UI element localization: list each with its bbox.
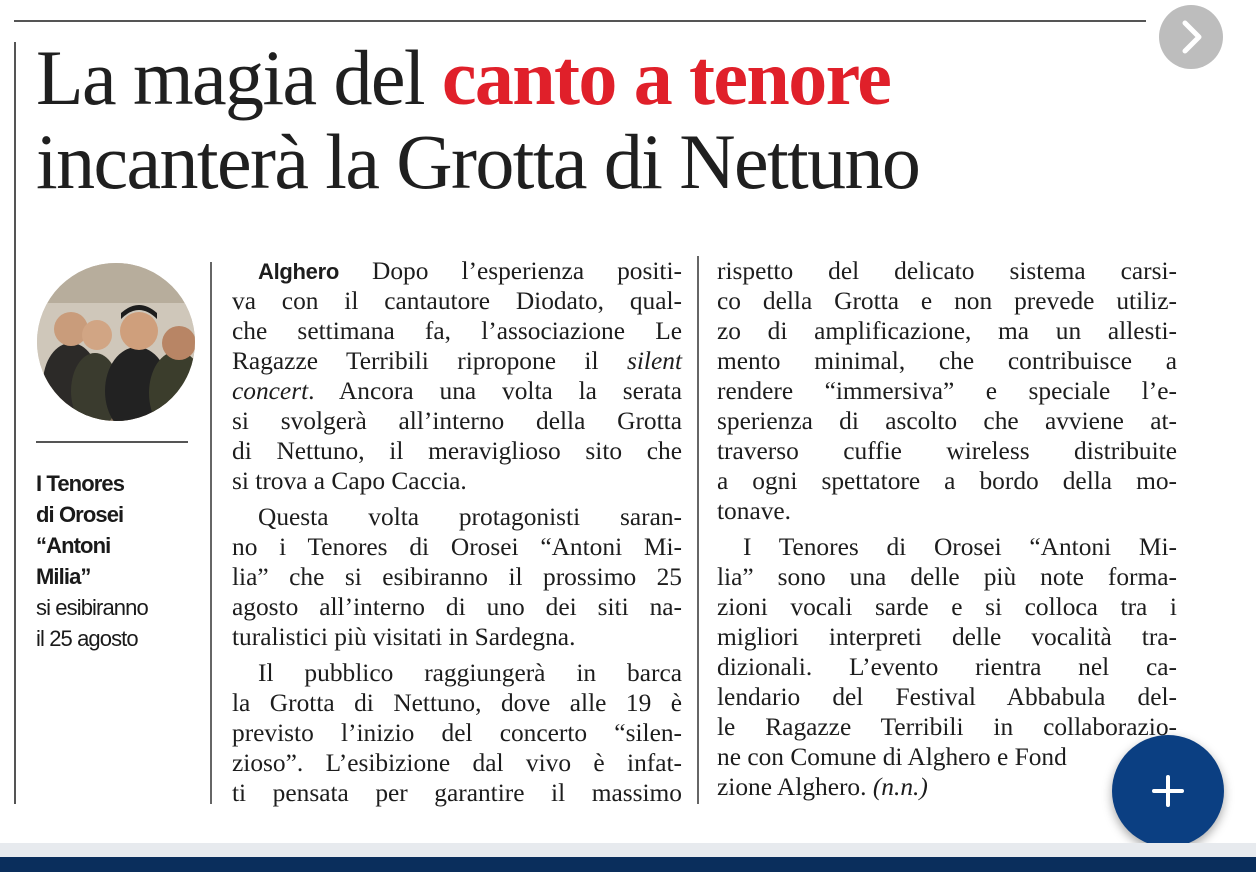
- headline-accent: canto a tenore: [441, 34, 891, 121]
- bottom-band: [0, 843, 1256, 857]
- top-rule: [14, 20, 1146, 22]
- plus-icon: [1112, 735, 1224, 847]
- text-line: si trova a Capo Caccia.: [232, 467, 467, 495]
- photo-caption: [36, 468, 206, 654]
- caption-bold-line: di Orosei: [36, 502, 124, 527]
- singers-photo: [37, 263, 195, 421]
- text-line: agosto all’interno di uno dei siti na-: [232, 593, 682, 621]
- text-line: lendario del Festival Abbabula del-: [717, 683, 1177, 711]
- text-line: a ogni spettatore a bordo della mo-: [717, 467, 1177, 495]
- text-line: le Ragazze Terribili in collaborazio-: [717, 713, 1177, 741]
- text-line: no i Tenores di Orosei “Antoni Mi-: [232, 533, 682, 561]
- text-line: lia” sono una delle più note forma-: [717, 563, 1177, 591]
- text-line: ne con Comune di Alghero e Fond: [717, 743, 1067, 771]
- article-headline: [36, 36, 919, 204]
- headline-prefix: La magia del: [36, 34, 442, 121]
- column-rule: [210, 262, 212, 804]
- text-line: rispetto del delicato sistema carsi-: [717, 257, 1177, 285]
- text-line: ti pensata per garantire il massimo: [232, 779, 682, 807]
- text-line: lia” che si esibiranno il prossimo 25: [232, 563, 682, 591]
- text-line: si svolgerà all’interno della Grotta: [232, 407, 682, 435]
- text-line: rendere “immersiva” e speciale l’e-: [717, 377, 1177, 405]
- dateline-kicker: Alghero: [258, 259, 340, 284]
- text-line: che settimana fa, l’associazione Le: [232, 317, 682, 345]
- text-line: va con il cantautore Diodato, qual-: [232, 287, 682, 315]
- emphasis-text: silent: [626, 347, 682, 375]
- text-line: Alghero Dopo l’esperienza positi-: [258, 257, 682, 285]
- text-line: traverso cuffie wireless distribuite: [717, 437, 1177, 465]
- left-margin-rule: [14, 42, 16, 804]
- text-line: sperienza di ascolto che avviene at-: [717, 407, 1177, 435]
- column-rule: [697, 256, 699, 804]
- caption-line: il 25 agosto: [36, 626, 138, 651]
- text-line: turalistici più visitati in Sardegna.: [232, 623, 576, 651]
- text-line: la Grotta di Nettuno, dove alle 19 è: [232, 689, 682, 717]
- text-line: tonave.: [717, 497, 792, 525]
- text-line: zioso”. L’esibizione dal vivo è infat-: [232, 749, 682, 777]
- text-line: zioni vocali sarde e si colloca tra i: [717, 593, 1177, 621]
- text-line: concert. Ancora una volta la serata: [232, 377, 682, 405]
- caption-bold-line: I Tenores: [36, 471, 125, 496]
- caption-bold-line: “Antoni: [36, 533, 111, 558]
- caption-bold-line: Milia”: [36, 564, 91, 589]
- text-line: zione Alghero. (n.n.): [717, 773, 928, 801]
- article-column-1: [232, 256, 682, 808]
- emphasis-text: concert: [232, 377, 309, 405]
- bottom-navigation-bar: [0, 857, 1256, 872]
- headline-line2: incanterà la Grotta di Nettuno: [36, 118, 920, 205]
- text-line: zo di amplificazione, ma un allesti-: [717, 317, 1177, 345]
- text-line: migliori interpreti delle vocalità tra-: [717, 623, 1177, 651]
- text-line: Il pubblico raggiungerà in barca: [258, 659, 682, 687]
- text-line: previsto l’inizio del concerto “silen-: [232, 719, 682, 747]
- text-line: Ragazze Terribili ripropone il silent: [232, 347, 682, 375]
- text-line: I Tenores di Orosei “Antoni Mi-: [743, 533, 1177, 561]
- text-line: di Nettuno, il meraviglioso sito che: [232, 437, 682, 465]
- caption-line: si esibiranno: [36, 595, 148, 620]
- text-line: co della Grotta e non prevede utiliz-: [717, 287, 1177, 315]
- chevron-right-icon: [1159, 5, 1223, 69]
- add-fab-button[interactable]: [1112, 735, 1224, 847]
- author-signature: (n.n.): [872, 773, 928, 801]
- text-line: dizionali. L’evento rientra nel ca-: [717, 653, 1177, 681]
- text-line: Questa volta protagonisti saran-: [258, 503, 682, 531]
- caption-rule: [36, 441, 188, 443]
- article-column-2: [717, 256, 1177, 802]
- next-article-button[interactable]: [1159, 5, 1223, 69]
- headline-line1: [36, 36, 919, 120]
- text-line: mento minimal, che contribuisce a: [717, 347, 1177, 375]
- photo-illustration: [37, 263, 195, 421]
